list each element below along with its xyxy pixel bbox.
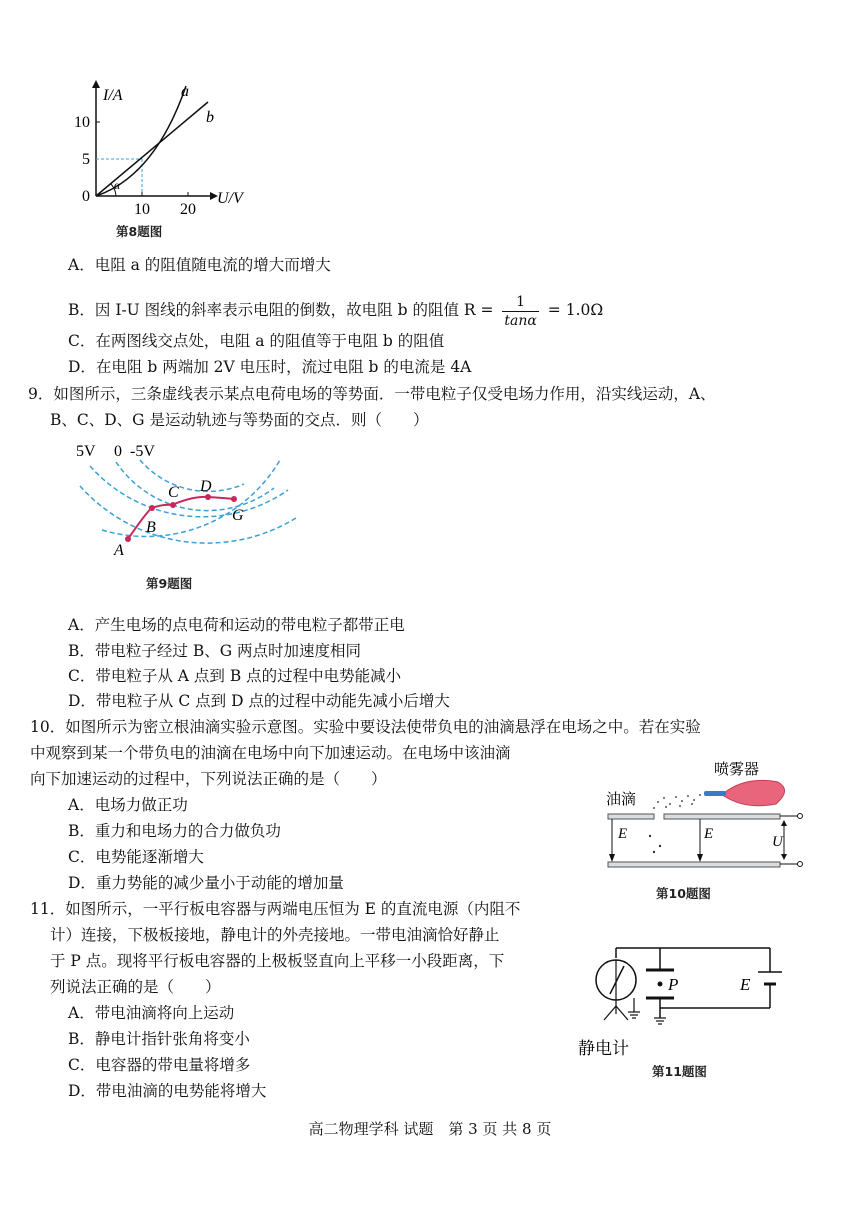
q11-option-d: D．带电油滴的电势能将增大 [68, 1082, 267, 1100]
q11-option-a: A．带电油滴将向上运动 [68, 1004, 235, 1022]
q8-origin: 0 [82, 188, 90, 205]
q9-option-b: B．带电粒子经过 B、G 两点时加速度相同 [68, 642, 362, 660]
q8-option-c: C．在两图线交点处，电阻 a 的阻值等于电阻 b 的阻值 [68, 332, 445, 350]
q11-point-p: P [668, 975, 679, 994]
q9-option-a: A．产生电场的点电荷和运动的带电粒子都带正电 [68, 616, 405, 634]
page-footer: 高二物理学科 试题 第 3 页 共 8 页 [308, 1120, 552, 1138]
q11-option-b: B．静电计指针张角将变小 [68, 1030, 250, 1048]
q8-x-tick-10: 10 [134, 201, 150, 218]
q8-x-axis-label: U/V [217, 190, 243, 207]
q8-iu-graph [70, 78, 260, 218]
q9-label-0v: 0 [114, 443, 122, 460]
q10-caption: 第10题图 [656, 886, 711, 901]
q10-stem-line3: 向下加速运动的过程中，下列说法正确的是（ ） [30, 770, 387, 788]
q9-stem-line2: B、C、D、G 是运动轨迹与等势面的交点．则（ ） [50, 411, 429, 429]
q8-option-b-fraction [502, 293, 538, 330]
q8-y-tick-5: 5 [82, 151, 90, 168]
q8-fraction-numerator: 1 [502, 293, 538, 312]
q9-label-minus5v: -5V [130, 443, 155, 460]
q10-field-right-label: E [704, 826, 714, 842]
q9-equipotential-diagram [68, 438, 298, 568]
q10-option-a: A．电场力做正功 [68, 796, 188, 814]
q10-voltage-label: U [772, 834, 783, 850]
q8-curve-b-label: b [206, 109, 214, 126]
q9-point-c: C [168, 484, 179, 501]
q10-option-c: C．电势能逐渐增大 [68, 848, 204, 866]
q10-field-left-label: E [618, 826, 628, 842]
q8-caption: 第8题图 [116, 224, 163, 239]
q10-sprayer-label: 喷雾器 [714, 762, 760, 778]
q10-option-b: B．重力和电场力的合力做负功 [68, 822, 281, 840]
q9-label-5v: 5V [76, 443, 96, 460]
q11-emf-label: E [740, 975, 751, 994]
q8-curve-a-label: a [181, 83, 189, 100]
q11-stem-line4: 列说法正确的是（ ） [50, 978, 221, 996]
q10-millikan-diagram [596, 752, 806, 876]
q11-stem-line3: 于 P 点。现将平行板电容器的上极板竖直向上平移一小段距离，下 [50, 952, 505, 970]
q11-option-c: C．电容器的带电量将增多 [68, 1056, 251, 1074]
q8-x-tick-20: 20 [180, 201, 196, 218]
q10-option-d: D．重力势能的减少量小于动能的增加量 [68, 874, 344, 892]
q11-stem-line2: 计）连接，下极板接地，静电计的外壳接地。一带电油滴恰好静止 [50, 926, 500, 944]
q10-stem-line2: 中观察到某一个带负电的油滴在电场中向下加速运动。在电场中该油滴 [30, 744, 511, 762]
q10-stem-line1: 10．如图所示为密立根油滴实验示意图。实验中要设法使带负电的油滴悬浮在电场之中。若在实验 [30, 718, 701, 736]
q11-capacitor-circuit [574, 936, 794, 1060]
q8-y-axis-label: I/A [103, 87, 123, 104]
q8-option-a: A．电阻 a 的阻值随电流的增大而增大 [68, 256, 331, 274]
q8-option-b-prefix: B．因 I-U 图线的斜率表示电阻的倒数，故电阻 b 的阻值 R = [68, 301, 494, 319]
q9-option-c: C．带电粒子从 A 点到 B 点的过程中电势能减小 [68, 667, 402, 685]
q8-option-b [68, 290, 603, 330]
q11-stem-line1: 11．如图所示，一平行板电容器与两端电压恒为 E 的直流电源（内阻不 [30, 900, 521, 918]
q9-point-a: A [114, 542, 124, 559]
q10-droplet-label: 油滴 [606, 792, 637, 808]
q9-point-g: G [232, 507, 244, 524]
q8-option-d: D．在电阻 b 两端加 2V 电压时，流过电阻 b 的电流是 4A [68, 358, 472, 376]
q8-angle-label: α [114, 178, 121, 192]
q8-option-b-suffix: = 1.0Ω [547, 301, 604, 319]
q9-point-d: D [200, 478, 212, 495]
q9-point-b: B [146, 519, 156, 536]
q9-stem-line1: 9．如图所示，三条虚线表示某点电荷电场的等势面．一带电粒子仅受电场力作用，沿实线运动，A、 [28, 385, 716, 403]
q9-option-d: D．带电粒子从 C 点到 D 点的过程中动能先减小后增大 [68, 692, 450, 710]
q11-caption: 第11题图 [652, 1064, 707, 1079]
q8-fraction-denominator: tanα [504, 312, 537, 329]
q9-caption: 第9题图 [146, 576, 193, 591]
q11-electrometer-label: 静电计 [578, 1039, 629, 1058]
q8-y-tick-10: 10 [74, 114, 90, 131]
